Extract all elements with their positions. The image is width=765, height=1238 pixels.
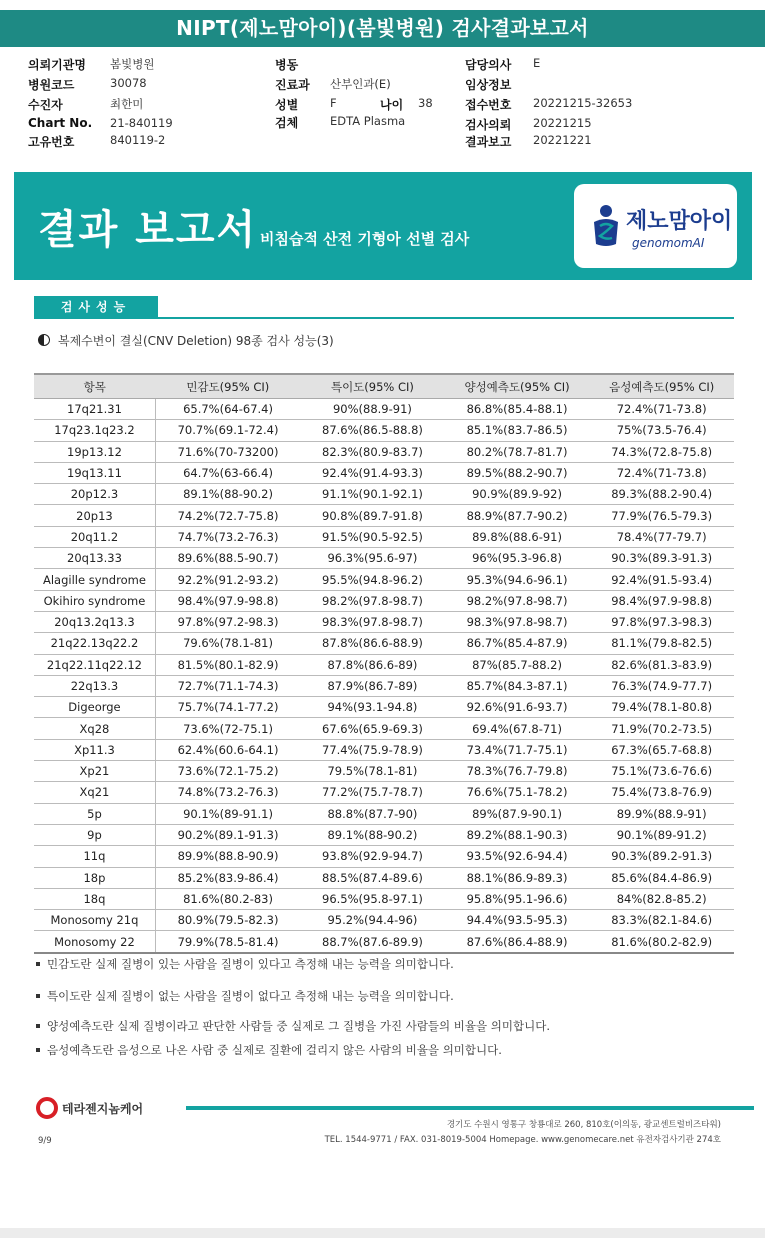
half-circle-icon bbox=[38, 334, 50, 346]
row-value-cell: 92.6%(91.6-93.7) bbox=[445, 697, 590, 718]
specimen-value: EDTA Plasma bbox=[330, 114, 406, 128]
row-item-name: 19q13.11 bbox=[34, 462, 155, 483]
department-label: 진료과 bbox=[275, 78, 310, 92]
table-header-row bbox=[34, 374, 734, 399]
note-text: 민감도란 실제 질병이 있는 사람을 질병이 있다고 측정해 내는 능력을 의미합니다. bbox=[47, 957, 454, 971]
bullet-icon bbox=[36, 994, 40, 998]
report-date-value: 20221221 bbox=[533, 133, 592, 147]
row-item-name: Okihiro syndrome bbox=[34, 590, 155, 611]
performance-table bbox=[34, 373, 734, 954]
row-value-cell: 88.8%(87.7-90) bbox=[300, 803, 445, 824]
chart-no-value: 21-840119 bbox=[110, 116, 173, 130]
row-value-cell: 83.3%(82.1-84.6) bbox=[589, 910, 734, 931]
row-value-cell: 96.5%(95.8-97.1) bbox=[300, 888, 445, 909]
report-date-label: 결과보고 bbox=[465, 135, 512, 149]
row-value-cell: 74.8%(73.2-76.3) bbox=[155, 782, 300, 803]
row-item-name: 5p bbox=[34, 803, 155, 824]
note-specificity bbox=[36, 988, 454, 1004]
row-item-name: 20p12.3 bbox=[34, 484, 155, 505]
row-value-cell: 94%(93.1-94.8) bbox=[300, 697, 445, 718]
row-value-cell: 90.1%(89-91.2) bbox=[589, 824, 734, 845]
table-row bbox=[34, 803, 734, 824]
note-ppv bbox=[36, 1018, 550, 1034]
col-header-npv: 음성예측도(95% CI) bbox=[589, 374, 734, 399]
table-row bbox=[34, 505, 734, 526]
doctor-value: E bbox=[533, 56, 541, 70]
row-value-cell: 81.6%(80.2-82.9) bbox=[589, 931, 734, 953]
row-value-cell: 79.9%(78.5-81.4) bbox=[155, 931, 300, 953]
request-date-label: 검사의뢰 bbox=[465, 118, 512, 132]
row-value-cell: 90.8%(89.7-91.8) bbox=[300, 505, 445, 526]
row-value-cell: 95.8%(95.1-96.6) bbox=[445, 888, 590, 909]
age-value: 38 bbox=[418, 96, 433, 110]
row-value-cell: 89.1%(88-90.2) bbox=[155, 484, 300, 505]
logo-english: genomomAI bbox=[632, 236, 705, 250]
row-value-cell: 73.6%(72.1-75.2) bbox=[155, 761, 300, 782]
row-value-cell: 98.3%(97.8-98.7) bbox=[445, 611, 590, 632]
result-banner bbox=[14, 172, 752, 280]
row-value-cell: 98.3%(97.8-98.7) bbox=[300, 611, 445, 632]
row-value-cell: 98.4%(97.9-98.8) bbox=[589, 590, 734, 611]
row-value-cell: 87%(85.7-88.2) bbox=[445, 654, 590, 675]
bullet-icon bbox=[36, 962, 40, 966]
row-value-cell: 69.4%(67.8-71) bbox=[445, 718, 590, 739]
table-row bbox=[34, 548, 734, 569]
row-value-cell: 71.9%(70.2-73.5) bbox=[589, 718, 734, 739]
row-value-cell: 91.1%(90.1-92.1) bbox=[300, 484, 445, 505]
row-item-name: 21q22.13q22.2 bbox=[34, 633, 155, 654]
hospital-code-label: 병원코드 bbox=[28, 78, 75, 92]
row-value-cell: 74.3%(72.8-75.8) bbox=[589, 441, 734, 462]
footer-divider bbox=[186, 1106, 754, 1110]
row-value-cell: 85.1%(83.7-86.5) bbox=[445, 420, 590, 441]
receipt-no-label: 접수번호 bbox=[465, 98, 512, 112]
row-item-name: 20q13.33 bbox=[34, 548, 155, 569]
report-title: NIPT(제노맘아이)(봄빛병원) 검사결과보고서 bbox=[0, 10, 765, 47]
row-value-cell: 88.1%(86.9-89.3) bbox=[445, 867, 590, 888]
col-header-specificity: 특이도(95% CI) bbox=[300, 374, 445, 399]
row-value-cell: 90.3%(89.3-91.3) bbox=[589, 548, 734, 569]
row-value-cell: 80.9%(79.5-82.3) bbox=[155, 910, 300, 931]
row-value-cell: 70.7%(69.1-72.4) bbox=[155, 420, 300, 441]
chart-no-label: Chart No. bbox=[28, 116, 93, 130]
table-row bbox=[34, 420, 734, 441]
row-item-name: 17q23.1q23.2 bbox=[34, 420, 155, 441]
company-address: 경기도 수원시 영통구 창룡대로 260, 810호(이의동, 광교센트럴비즈타워) bbox=[446, 1120, 721, 1130]
table-row bbox=[34, 399, 734, 420]
patient-label: 수진자 bbox=[28, 98, 63, 112]
institution-label: 의뢰기관명 bbox=[28, 58, 86, 72]
row-item-name: Xq28 bbox=[34, 718, 155, 739]
table-row bbox=[34, 824, 734, 845]
row-value-cell: 92.2%(91.2-93.2) bbox=[155, 569, 300, 590]
row-value-cell: 79.6%(78.1-81) bbox=[155, 633, 300, 654]
row-value-cell: 87.6%(86.5-88.8) bbox=[300, 420, 445, 441]
row-value-cell: 95.2%(94.4-96) bbox=[300, 910, 445, 931]
row-value-cell: 75.4%(73.8-76.9) bbox=[589, 782, 734, 803]
section-subtitle bbox=[38, 332, 334, 349]
row-value-cell: 88.5%(87.4-89.6) bbox=[300, 867, 445, 888]
table-row bbox=[34, 761, 734, 782]
table-row bbox=[34, 633, 734, 654]
row-value-cell: 96.3%(95.6-97) bbox=[300, 548, 445, 569]
row-item-name: 11q bbox=[34, 846, 155, 867]
row-value-cell: 86.7%(85.4-87.9) bbox=[445, 633, 590, 654]
row-value-cell: 76.6%(75.1-78.2) bbox=[445, 782, 590, 803]
row-item-name: 18p bbox=[34, 867, 155, 888]
row-value-cell: 89.9%(88.9-91) bbox=[589, 803, 734, 824]
clinical-label: 임상정보 bbox=[465, 78, 512, 92]
table-row bbox=[34, 867, 734, 888]
note-sensitivity bbox=[36, 956, 454, 972]
patient-value: 최한미 bbox=[110, 97, 144, 111]
row-value-cell: 65.7%(64-67.4) bbox=[155, 399, 300, 420]
row-value-cell: 89.8%(88.6-91) bbox=[445, 526, 590, 547]
table-row bbox=[34, 697, 734, 718]
row-value-cell: 94.4%(93.5-95.3) bbox=[445, 910, 590, 931]
table-row bbox=[34, 611, 734, 632]
unique-no-value: 840119-2 bbox=[110, 133, 166, 147]
sex-value: F bbox=[330, 96, 337, 110]
row-item-name: Xq21 bbox=[34, 782, 155, 803]
ward-label: 병동 bbox=[275, 58, 299, 72]
row-value-cell: 77.2%(75.7-78.7) bbox=[300, 782, 445, 803]
row-value-cell: 84%(82.8-85.2) bbox=[589, 888, 734, 909]
row-value-cell: 90.3%(89.2-91.3) bbox=[589, 846, 734, 867]
row-value-cell: 93.5%(92.6-94.4) bbox=[445, 846, 590, 867]
table-row bbox=[34, 590, 734, 611]
row-item-name: Monosomy 22 bbox=[34, 931, 155, 953]
row-value-cell: 75%(73.5-76.4) bbox=[589, 420, 734, 441]
row-value-cell: 79.5%(78.1-81) bbox=[300, 761, 445, 782]
row-value-cell: 91.5%(90.5-92.5) bbox=[300, 526, 445, 547]
row-value-cell: 95.5%(94.8-96.2) bbox=[300, 569, 445, 590]
row-value-cell: 85.2%(83.9-86.4) bbox=[155, 867, 300, 888]
row-value-cell: 87.8%(86.6-88.9) bbox=[300, 633, 445, 654]
row-item-name: 22q13.3 bbox=[34, 675, 155, 696]
row-value-cell: 75.1%(73.6-76.6) bbox=[589, 761, 734, 782]
bullet-icon bbox=[36, 1024, 40, 1028]
row-value-cell: 98.4%(97.9-98.8) bbox=[155, 590, 300, 611]
row-value-cell: 85.6%(84.4-86.9) bbox=[589, 867, 734, 888]
row-value-cell: 72.7%(71.1-74.3) bbox=[155, 675, 300, 696]
row-value-cell: 78.4%(77-79.7) bbox=[589, 526, 734, 547]
company-name: 테라젠지놈케어 bbox=[62, 1102, 144, 1116]
row-value-cell: 75.7%(74.1-77.2) bbox=[155, 697, 300, 718]
department-value: 산부인과(E) bbox=[330, 77, 391, 91]
row-value-cell: 76.3%(74.9-77.7) bbox=[589, 675, 734, 696]
row-value-cell: 98.2%(97.8-98.7) bbox=[300, 590, 445, 611]
table-row bbox=[34, 675, 734, 696]
row-value-cell: 89.6%(88.5-90.7) bbox=[155, 548, 300, 569]
table-row bbox=[34, 569, 734, 590]
row-value-cell: 92.4%(91.4-93.3) bbox=[300, 462, 445, 483]
row-value-cell: 97.8%(97.3-98.3) bbox=[589, 611, 734, 632]
row-value-cell: 89.5%(88.2-90.7) bbox=[445, 462, 590, 483]
row-value-cell: 89.9%(88.8-90.9) bbox=[155, 846, 300, 867]
row-item-name: Alagille syndrome bbox=[34, 569, 155, 590]
row-value-cell: 85.7%(84.3-87.1) bbox=[445, 675, 590, 696]
table-row bbox=[34, 888, 734, 909]
table-row bbox=[34, 846, 734, 867]
genomom-logo-icon bbox=[586, 202, 626, 250]
section-divider bbox=[34, 317, 734, 319]
row-value-cell: 81.6%(80.2-83) bbox=[155, 888, 300, 909]
row-value-cell: 88.7%(87.6-89.9) bbox=[300, 931, 445, 953]
row-item-name: 9p bbox=[34, 824, 155, 845]
row-value-cell: 89.2%(88.1-90.3) bbox=[445, 824, 590, 845]
bullet-icon bbox=[36, 1048, 40, 1052]
logo-name: 제노맘아이 bbox=[626, 209, 733, 234]
row-value-cell: 67.3%(65.7-68.8) bbox=[589, 739, 734, 760]
row-value-cell: 72.4%(71-73.8) bbox=[589, 462, 734, 483]
row-item-name: 21q22.11q22.12 bbox=[34, 654, 155, 675]
row-value-cell: 90.1%(89-91.1) bbox=[155, 803, 300, 824]
table-row bbox=[34, 739, 734, 760]
row-value-cell: 87.8%(86.6-89) bbox=[300, 654, 445, 675]
row-value-cell: 90.2%(89.1-91.3) bbox=[155, 824, 300, 845]
row-item-name: 18q bbox=[34, 888, 155, 909]
row-value-cell: 95.3%(94.6-96.1) bbox=[445, 569, 590, 590]
row-item-name: Xp11.3 bbox=[34, 739, 155, 760]
row-value-cell: 74.7%(73.2-76.3) bbox=[155, 526, 300, 547]
row-value-cell: 82.6%(81.3-83.9) bbox=[589, 654, 734, 675]
row-value-cell: 90.9%(89.9-92) bbox=[445, 484, 590, 505]
row-value-cell: 77.9%(76.5-79.3) bbox=[589, 505, 734, 526]
row-value-cell: 77.4%(75.9-78.9) bbox=[300, 739, 445, 760]
row-value-cell: 64.7%(63-66.4) bbox=[155, 462, 300, 483]
note-npv bbox=[36, 1042, 502, 1058]
page-number: 9/9 bbox=[38, 1136, 52, 1146]
row-value-cell: 73.6%(72-75.1) bbox=[155, 718, 300, 739]
note-text: 양성예측도란 실제 질병이라고 판단한 사람들 중 실제로 그 질병을 가진 사람들의 비율을 의미합니다. bbox=[47, 1019, 550, 1033]
row-value-cell: 71.6%(70-73200) bbox=[155, 441, 300, 462]
table-row bbox=[34, 782, 734, 803]
institution-value: 봄빛병원 bbox=[110, 57, 155, 71]
table-row bbox=[34, 484, 734, 505]
table-row bbox=[34, 910, 734, 931]
row-value-cell: 72.4%(71-73.8) bbox=[589, 399, 734, 420]
row-value-cell: 89.1%(88-90.2) bbox=[300, 824, 445, 845]
row-item-name: 19p13.12 bbox=[34, 441, 155, 462]
genomom-logo bbox=[574, 184, 737, 268]
row-item-name: Digeorge bbox=[34, 697, 155, 718]
row-value-cell: 86.8%(85.4-88.1) bbox=[445, 399, 590, 420]
row-value-cell: 93.8%(92.9-94.7) bbox=[300, 846, 445, 867]
section-tag: 검사성능 bbox=[34, 296, 158, 318]
col-header-item: 항목 bbox=[34, 374, 155, 399]
row-value-cell: 82.3%(80.9-83.7) bbox=[300, 441, 445, 462]
request-date-value: 20221215 bbox=[533, 116, 592, 130]
company-contact: TEL. 1544-9771 / FAX. 031-8019-5004 Homepage. www.genomecare.net 유전자검사기관 274호 bbox=[324, 1135, 721, 1145]
company-logo-icon bbox=[36, 1097, 58, 1119]
banner-subtitle: 비침습적 산전 기형아 선별 검사 bbox=[260, 230, 470, 248]
company-logo bbox=[36, 1097, 143, 1119]
row-item-name: 20q11.2 bbox=[34, 526, 155, 547]
row-value-cell: 73.4%(71.7-75.1) bbox=[445, 739, 590, 760]
row-value-cell: 81.5%(80.1-82.9) bbox=[155, 654, 300, 675]
row-value-cell: 74.2%(72.7-75.8) bbox=[155, 505, 300, 526]
row-value-cell: 62.4%(60.6-64.1) bbox=[155, 739, 300, 760]
row-value-cell: 88.9%(87.7-90.2) bbox=[445, 505, 590, 526]
row-value-cell: 89.3%(88.2-90.4) bbox=[589, 484, 734, 505]
row-value-cell: 67.6%(65.9-69.3) bbox=[300, 718, 445, 739]
row-item-name: 20p13 bbox=[34, 505, 155, 526]
row-value-cell: 98.2%(97.8-98.7) bbox=[445, 590, 590, 611]
row-value-cell: 87.6%(86.4-88.9) bbox=[445, 931, 590, 953]
note-text: 음성예측도란 음성으로 나온 사람 중 실제로 질환에 걸리지 않은 사람의 비율을 의미합니다. bbox=[47, 1043, 502, 1057]
row-value-cell: 78.3%(76.7-79.8) bbox=[445, 761, 590, 782]
col-header-sensitivity: 민감도(95% CI) bbox=[155, 374, 300, 399]
row-value-cell: 80.2%(78.7-81.7) bbox=[445, 441, 590, 462]
table-row bbox=[34, 441, 734, 462]
row-value-cell: 97.8%(97.2-98.3) bbox=[155, 611, 300, 632]
hospital-code-value: 30078 bbox=[110, 76, 147, 90]
table-row bbox=[34, 462, 734, 483]
banner-title: 결과 보고서 bbox=[38, 207, 258, 253]
row-value-cell: 96%(95.3-96.8) bbox=[445, 548, 590, 569]
unique-no-label: 고유번호 bbox=[28, 135, 75, 149]
note-text: 특이도란 실제 질병이 없는 사람을 질병이 없다고 측정해 내는 능력을 의미합니다. bbox=[47, 989, 454, 1003]
patient-info bbox=[0, 56, 765, 151]
row-value-cell: 90%(88.9-91) bbox=[300, 399, 445, 420]
row-value-cell: 92.4%(91.5-93.4) bbox=[589, 569, 734, 590]
table-body bbox=[34, 399, 734, 953]
table-row bbox=[34, 654, 734, 675]
table-row bbox=[34, 718, 734, 739]
row-value-cell: 89%(87.9-90.1) bbox=[445, 803, 590, 824]
row-value-cell: 87.9%(86.7-89) bbox=[300, 675, 445, 696]
row-item-name: Xp21 bbox=[34, 761, 155, 782]
table-row bbox=[34, 931, 734, 953]
row-item-name: Monosomy 21q bbox=[34, 910, 155, 931]
row-item-name: 20q13.2q13.3 bbox=[34, 611, 155, 632]
row-item-name: 17q21.31 bbox=[34, 399, 155, 420]
row-value-cell: 81.1%(79.8-82.5) bbox=[589, 633, 734, 654]
receipt-no-value: 20221215-32653 bbox=[533, 96, 633, 110]
row-value-cell: 79.4%(78.1-80.8) bbox=[589, 697, 734, 718]
sex-label: 성별 bbox=[275, 98, 299, 112]
section-subtitle-text: 복제수변이 결실(CNV Deletion) 98종 검사 성능(3) bbox=[58, 334, 334, 348]
specimen-label: 검체 bbox=[275, 116, 299, 130]
table-row bbox=[34, 526, 734, 547]
age-label: 나이 bbox=[380, 98, 404, 112]
doctor-label: 담당의사 bbox=[465, 58, 512, 72]
col-header-ppv: 양성예측도(95% CI) bbox=[445, 374, 590, 399]
